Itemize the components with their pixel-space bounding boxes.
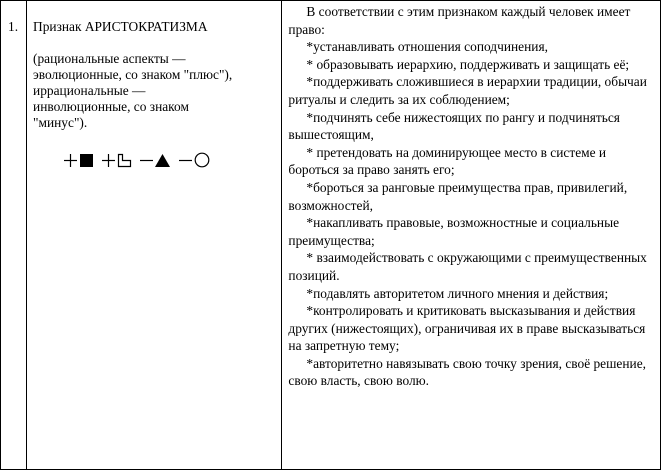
rights-item: *накапливать правовые, возможностные и социальные преимущества;: [288, 215, 620, 248]
rights-item: *поддерживать сложившиеся в иерархии традиции, обычаи ритуалы и следить за их соблюдением;: [288, 74, 647, 107]
rights-item: * претендовать на доминирующее место в системе и бороться за право занять его;: [288, 144, 607, 178]
attribute-title: Признак АРИСТОКРАТИЗМА: [33, 19, 208, 34]
attribute-note: (рациональные аспекты — эволюционные, со знаком "плюс"), иррациональные — инволюционные, со знаком "минус").: [33, 51, 233, 130]
aspect-symbols: [33, 149, 277, 171]
minus-sign-icon: [140, 154, 153, 167]
row-number: 1.: [8, 19, 19, 34]
outline-stepped-square-icon: [117, 153, 132, 168]
rights-item: *подавлять авторитетом личного мнения и действия;: [306, 285, 609, 301]
plus-sign-icon: [64, 154, 77, 167]
symbol-group: [140, 153, 171, 168]
symbol-group: [64, 153, 94, 168]
rights-item: *контролировать и критиковать высказывания и действия других (нижестоящих), ограничивая их в праве высказываться на запретную тему;: [288, 303, 646, 354]
minus-sign-icon: [179, 154, 192, 167]
rights-intro: В соответствии с этим признаком каждый человек имеет право:: [288, 4, 631, 37]
filled-square-icon: [79, 153, 94, 168]
rights-item: *бороться за ранговые преимущества прав, привилегий, возможностей,: [288, 179, 628, 213]
attribute-cell: [27, 1, 282, 470]
rights-cell: [282, 1, 661, 470]
plus-sign-icon: [102, 154, 115, 167]
symbol-group: [179, 152, 210, 168]
rights-item: *авторитетно навязывать свою точку зрения, своё решение, свою власть, свою волю.: [288, 355, 647, 389]
rights-item: * взаимодействовать с окружающими с преимущественных позиций.: [288, 250, 647, 283]
rights-item: *подчинять себе нижестоящих по рангу и подчиняться вышестоящим,: [288, 109, 620, 143]
table-row: [1, 1, 661, 470]
rights-item: *устанавливать отношения соподчинения,: [306, 39, 548, 55]
outline-circle-icon: [194, 152, 210, 168]
symbol-group: [102, 153, 132, 168]
row-number-cell: [1, 1, 27, 470]
rights-item: * образовывать иерархию, поддерживать и защищать её;: [306, 56, 630, 72]
filled-triangle-icon: [154, 153, 171, 168]
